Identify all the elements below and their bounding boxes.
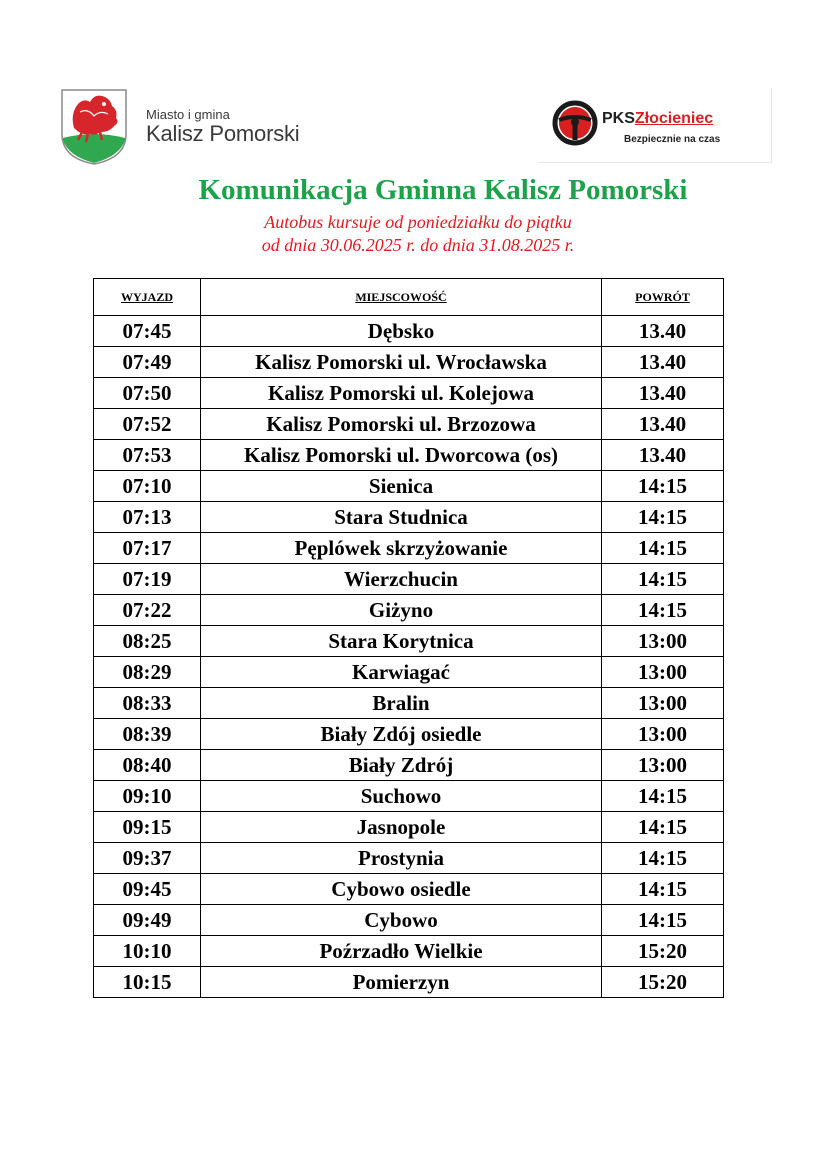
departure-cell: 08:29 <box>94 657 201 688</box>
place-cell: Cybowo <box>201 905 602 936</box>
departure-cell: 07:50 <box>94 378 201 409</box>
return-cell: 14:15 <box>602 595 724 626</box>
table-row <box>94 378 724 409</box>
return-cell: 14:15 <box>602 874 724 905</box>
departure-cell: 09:49 <box>94 905 201 936</box>
city-label-small: Miasto i gmina <box>146 107 230 122</box>
column-header-departure: WYJAZD <box>94 279 201 316</box>
column-header-place: MIEJSCOWOŚĆ <box>201 279 602 316</box>
return-cell: 13:00 <box>602 750 724 781</box>
column-header-return: POWRÓT <box>602 279 724 316</box>
return-cell: 14:15 <box>602 781 724 812</box>
return-cell: 13.40 <box>602 347 724 378</box>
departure-cell: 07:13 <box>94 502 201 533</box>
place-cell: Suchowo <box>201 781 602 812</box>
table-row <box>94 874 724 905</box>
place-cell: Sienica <box>201 471 602 502</box>
pks-prefix: PKS <box>602 110 635 127</box>
city-logo <box>60 88 330 168</box>
departure-cell: 07:10 <box>94 471 201 502</box>
return-cell: 13:00 <box>602 719 724 750</box>
departure-cell: 07:52 <box>94 409 201 440</box>
city-label-big: Kalisz Pomorski <box>146 121 300 146</box>
place-cell: Kalisz Pomorski ul. Brzozowa <box>201 409 602 440</box>
pks-brand <box>602 110 713 128</box>
departure-cell: 08:25 <box>94 626 201 657</box>
table-row <box>94 719 724 750</box>
table-header-row <box>94 279 724 316</box>
return-cell: 13:00 <box>602 657 724 688</box>
departure-cell: 10:10 <box>94 936 201 967</box>
return-cell: 13:00 <box>602 688 724 719</box>
place-cell: Poźrzadło Wielkie <box>201 936 602 967</box>
departure-cell: 09:10 <box>94 781 201 812</box>
place-cell: Biały Zdrój <box>201 750 602 781</box>
table-row <box>94 626 724 657</box>
pks-slogan: Bezpiecznie na czas <box>624 134 721 145</box>
departure-cell: 08:40 <box>94 750 201 781</box>
table-row <box>94 564 724 595</box>
place-cell: Prostynia <box>201 843 602 874</box>
city-crest-icon <box>60 88 128 166</box>
return-cell: 14:15 <box>602 502 724 533</box>
departure-cell: 09:45 <box>94 874 201 905</box>
return-cell: 14:15 <box>602 843 724 874</box>
departure-cell: 07:49 <box>94 347 201 378</box>
return-cell: 14:15 <box>602 564 724 595</box>
place-cell: Pomierzyn <box>201 967 602 998</box>
place-cell: Cybowo osiedle <box>201 874 602 905</box>
departure-cell: 09:37 <box>94 843 201 874</box>
table-row <box>94 595 724 626</box>
departure-cell: 07:53 <box>94 440 201 471</box>
place-cell: Giżyno <box>201 595 602 626</box>
city-name <box>146 108 299 146</box>
place-cell: Pęplówek skrzyżowanie <box>201 533 602 564</box>
return-cell: 15:20 <box>602 967 724 998</box>
return-cell: 13.40 <box>602 378 724 409</box>
table-row <box>94 440 724 471</box>
place-cell: Karwiagać <box>201 657 602 688</box>
place-cell: Bralin <box>201 688 602 719</box>
table-row <box>94 502 724 533</box>
schedule-table <box>93 278 724 998</box>
return-cell: 14:15 <box>602 812 724 843</box>
departure-cell: 08:33 <box>94 688 201 719</box>
return-cell: 14:15 <box>602 905 724 936</box>
departure-cell: 07:45 <box>94 316 201 347</box>
place-cell: Dębsko <box>201 316 602 347</box>
departure-cell: 10:15 <box>94 967 201 998</box>
return-cell: 15:20 <box>602 936 724 967</box>
pks-suffix: Złocieniec <box>634 110 714 127</box>
table-row <box>94 843 724 874</box>
table-row <box>94 812 724 843</box>
table-row <box>94 936 724 967</box>
subtitle-days: Autobus kursuje od poniedziałku do piątku <box>264 212 572 232</box>
table-row <box>94 967 724 998</box>
table-row <box>94 781 724 812</box>
departure-cell: 09:15 <box>94 812 201 843</box>
place-cell: Biały Zdój osiedle <box>201 719 602 750</box>
place-cell: Wierzchucin <box>201 564 602 595</box>
departure-cell: 07:17 <box>94 533 201 564</box>
place-cell: Jasnopole <box>201 812 602 843</box>
table-row <box>94 471 724 502</box>
table-row <box>94 316 724 347</box>
return-cell: 13.40 <box>602 440 724 471</box>
table-row <box>94 750 724 781</box>
table-row <box>94 657 724 688</box>
table-row <box>94 688 724 719</box>
return-cell: 13.40 <box>602 316 724 347</box>
table-row <box>94 533 724 564</box>
table-row <box>94 905 724 936</box>
return-cell: 14:15 <box>602 471 724 502</box>
return-cell: 14:15 <box>602 533 724 564</box>
page-title: Komunikacja Gminna Kalisz Pomorski <box>198 174 688 206</box>
place-cell: Stara Korytnica <box>201 626 602 657</box>
departure-cell: 08:39 <box>94 719 201 750</box>
pks-logo <box>538 88 772 163</box>
steering-wheel-icon <box>552 100 598 146</box>
table-row <box>94 409 724 440</box>
departure-cell: 07:22 <box>94 595 201 626</box>
departure-cell: 07:19 <box>94 564 201 595</box>
place-cell: Kalisz Pomorski ul. Kolejowa <box>201 378 602 409</box>
return-cell: 13:00 <box>602 626 724 657</box>
place-cell: Kalisz Pomorski ul. Dworcowa (os) <box>201 440 602 471</box>
table-row <box>94 347 724 378</box>
subtitle-dates: od dnia 30.06.2025 r. do dnia 31.08.2025 r. <box>261 235 575 255</box>
place-cell: Kalisz Pomorski ul. Wrocławska <box>201 347 602 378</box>
return-cell: 13.40 <box>602 409 724 440</box>
place-cell: Stara Studnica <box>201 502 602 533</box>
